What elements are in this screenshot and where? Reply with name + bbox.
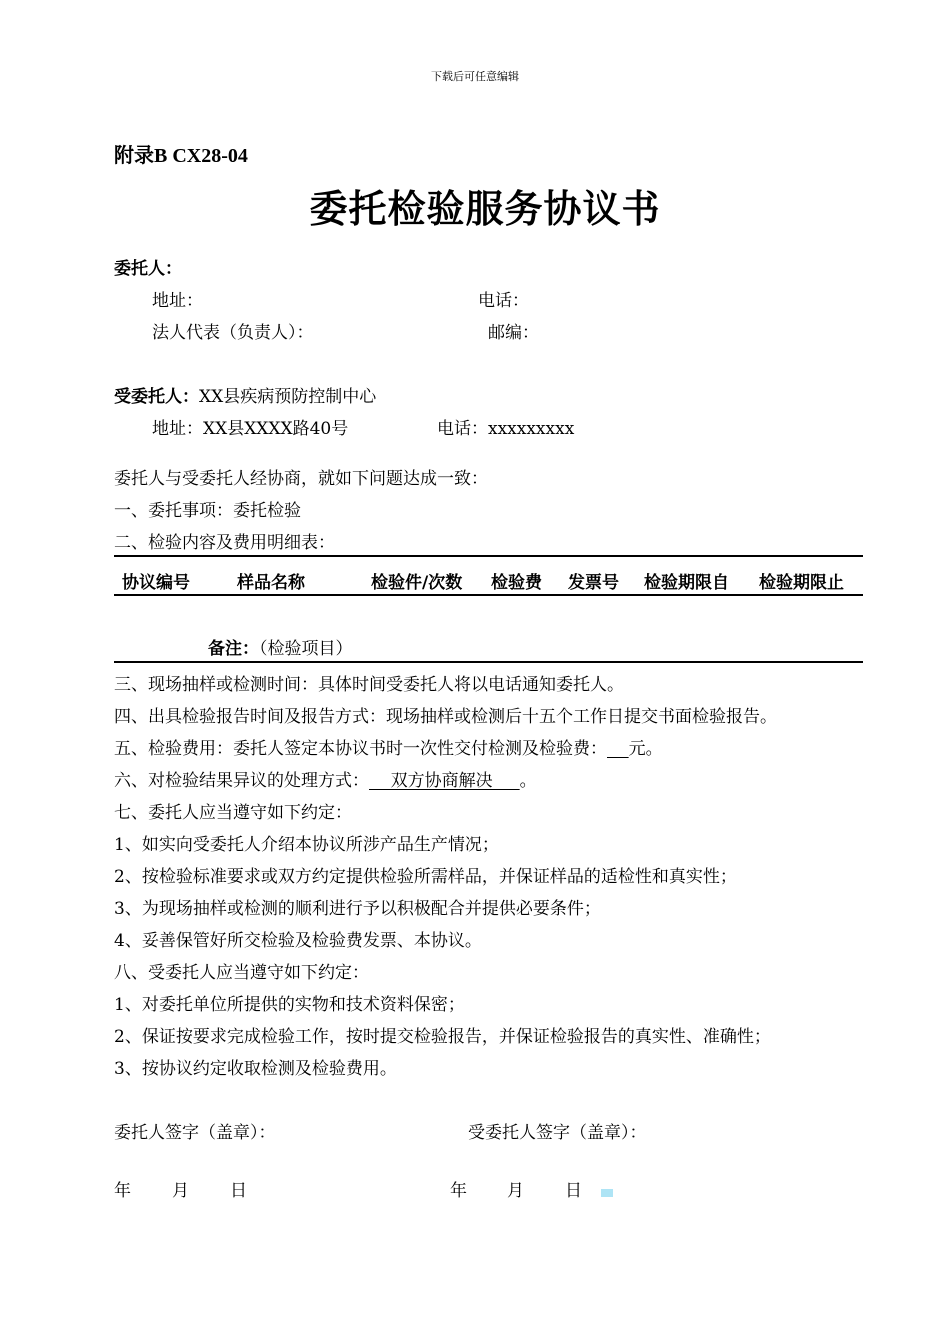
- item-7-clause: 2、按检验标准要求或双方约定提供检验所需样品，并保证样品的适检性和真实性；: [114, 867, 737, 887]
- header-note: 下载后可任意编辑: [431, 70, 519, 83]
- item-3: 三、现场抽样或检测时间：具体时间受委托人将以电话通知委托人。: [114, 675, 624, 695]
- table-top-rule: [114, 555, 863, 557]
- item-7-clause: 4、妥善保管好所交检验及检验费发票、本协议。: [114, 931, 482, 951]
- trustee-phone: 电话：xxxxxxxxx: [437, 419, 575, 439]
- table-header-period-end: 检验期限止: [759, 573, 844, 593]
- item-8: 八、受委托人应当遵守如下约定：: [114, 963, 369, 983]
- client-date-year: 年: [114, 1181, 131, 1201]
- item-8-clause: 1、对委托单位所提供的实物和技术资料保密；: [114, 995, 465, 1015]
- item-1: 一、委托事项：委托检验: [114, 501, 301, 521]
- item-7-clause: 1、如实向受委托人介绍本协议所涉产品生产情况；: [114, 835, 499, 855]
- table-header-period-start: 检验期限自: [644, 573, 729, 593]
- trustee-date-year: 年: [450, 1181, 467, 1201]
- document-title: 委托检验服务协议书: [309, 186, 661, 231]
- client-signature-label: 委托人签字（盖章）：: [114, 1123, 276, 1143]
- item-5-prefix: 五、检验费用：委托人签定本协议书时一次性交付检测及检验费：: [114, 739, 607, 759]
- trustee-name: XX县疾病预防控制中心: [199, 387, 377, 407]
- item-6-suffix: 。: [519, 771, 537, 791]
- dispute-resolution-value: 双方协商解决: [369, 771, 520, 791]
- client-legal-rep-label: 法人代表（负责人）：: [152, 323, 314, 343]
- client-date-month: 月: [172, 1181, 189, 1201]
- cursor-mark: [601, 1189, 613, 1197]
- table-header-invoice-no: 发票号: [568, 573, 619, 593]
- item-2: 二、检验内容及费用明细表：: [114, 533, 335, 553]
- trustee-date-day: 日: [565, 1181, 582, 1201]
- client-address-label: 地址：: [152, 291, 203, 311]
- item-4: 四、出具检验报告时间及报告方式：现场抽样或检测后十五个工作日提交书面检验报告。: [114, 707, 777, 727]
- item-8-clause: 3、按协议约定收取检测及检验费用。: [114, 1059, 397, 1079]
- item-7: 七、委托人应当遵守如下约定：: [114, 803, 352, 823]
- trustee-heading: 受委托人：: [114, 387, 199, 407]
- table-header-count: 检验件/次数: [371, 573, 463, 593]
- client-heading: 委托人：: [114, 259, 182, 279]
- appendix-code: 附录B CX28-04: [114, 145, 248, 167]
- table-remark: [208, 638, 353, 660]
- table-bottom-rule: [114, 661, 863, 663]
- remark-label: 备注：: [208, 639, 259, 659]
- trustee-signature-label: 受委托人签字（盖章）：: [468, 1123, 647, 1143]
- client-phone-label: 电话：: [478, 291, 529, 311]
- item-6: [114, 770, 537, 792]
- remark-value: （检验项目）: [259, 639, 353, 659]
- trustee-line: [114, 386, 376, 408]
- table-header-fee: 检验费: [491, 573, 542, 593]
- trustee-date-month: 月: [507, 1181, 524, 1201]
- item-5: [114, 738, 663, 760]
- table-header-agreement-no: 协议编号: [122, 573, 190, 593]
- item-6-prefix: 六、对检验结果异议的处理方式：: [114, 771, 369, 791]
- fee-blank: [607, 739, 629, 759]
- client-date-day: 日: [230, 1181, 247, 1201]
- trustee-address: 地址：XX县XXXX路40号: [152, 419, 349, 439]
- table-header-sample-name: 样品名称: [237, 573, 305, 593]
- item-8-clause: 2、保证按要求完成检验工作，按时提交检验报告，并保证检验报告的真实性、准确性；: [114, 1027, 771, 1047]
- table-header-rule: [114, 594, 863, 596]
- item-7-clause: 3、为现场抽样或检测的顺利进行予以积极配合并提供必要条件；: [114, 899, 601, 919]
- client-postcode-label: 邮编：: [488, 323, 539, 343]
- item-5-suffix: 元。: [628, 739, 663, 759]
- intro-text: 委托人与受委托人经协商，就如下问题达成一致：: [114, 469, 488, 489]
